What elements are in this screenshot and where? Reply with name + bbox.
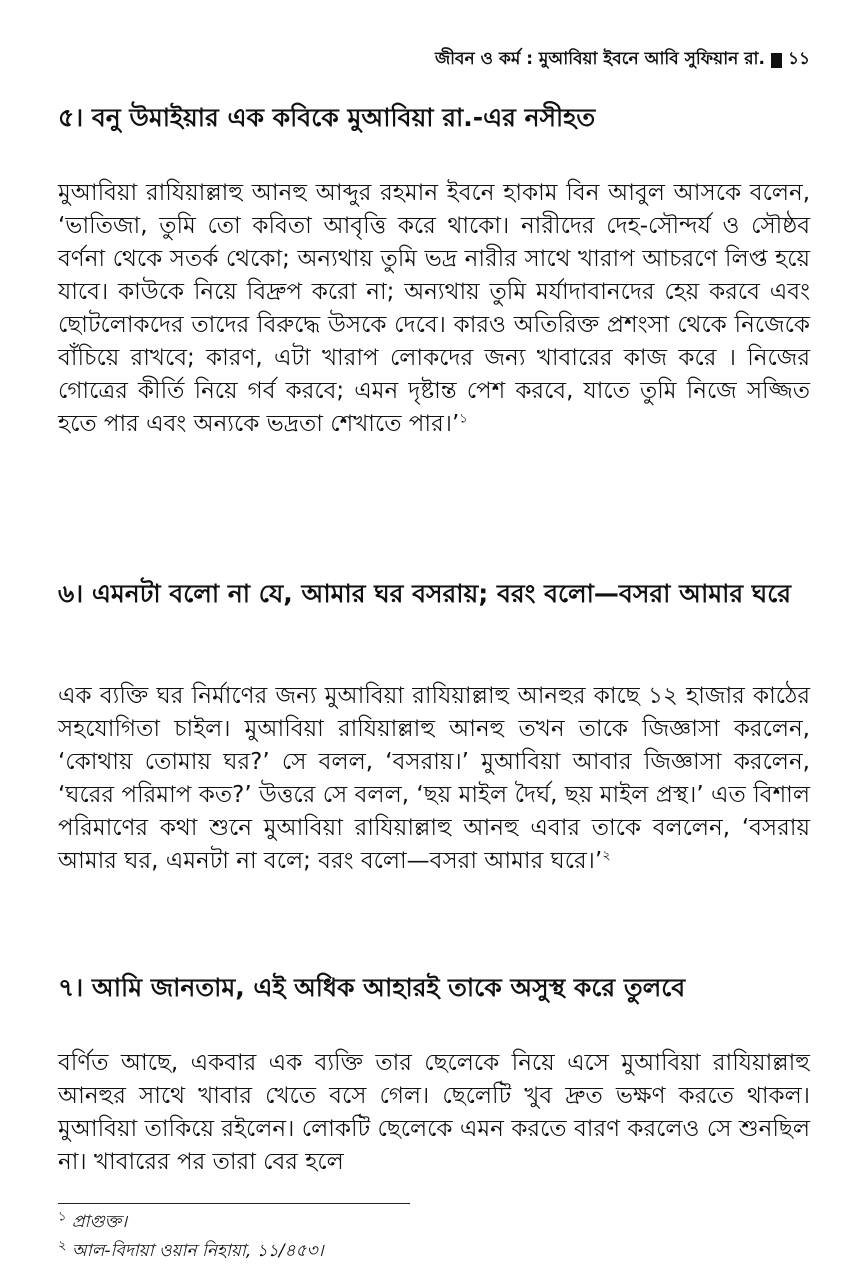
footnote	[58, 1238, 324, 1266]
footnote	[58, 1209, 127, 1237]
body-text: এক ব্যক্তি ঘর নির্মাণের জন্য মুআবিয়া রাযিয়াল্লাহু আনহুর কাছে ১২ হাজার কাঠের সহযোগিতা চাইল। মুআবিয়া রাযিয়াল্লাহু আনহু তখন তাকে জিজ্ঞাসা করলেন, ‘কোথায় তোমায় ঘর?’ সে বলল, ‘বসরায়।’ মুআবিয়া আবার জিজ্ঞাসা করলেন, ‘ঘরের পরিমাপ কত?’ উত্তরে সে বলল, ‘ছয় মাইল দৈর্ঘ, ছয় মাইল প্রস্থ।’ এত বিশাল পরিমাণের কথা শুনে মুআবিয়া রাযিয়াল্লাহু আনহু এবার তাকে বললেন, ‘বসরায় আমার ঘর, এমনটা না বলে; বরং বলো—বসরা আমার ঘরে।’	[58, 683, 810, 874]
section-body	[58, 680, 810, 878]
footnote-mark: ২	[58, 1238, 67, 1254]
section-heading: ৬। এমনটা বলো না যে, আমার ঘর বসরায়; বরং বলো—বসরা আমার ঘরে	[58, 579, 792, 608]
footnote-mark: ১	[58, 1209, 67, 1225]
footnote-text: প্রাগুক্ত।	[71, 1212, 128, 1232]
footnote-ref: ২	[602, 848, 611, 864]
running-header	[435, 46, 810, 74]
page-number: ১১	[787, 49, 810, 69]
book-page	[58, 0, 810, 1275]
section-heading: ৭। আমি জানতাম, এই অধিক আহারই তাকে অসুস্থ করে তুলবে	[58, 973, 686, 1002]
section-heading: ৫। বনু উমাইয়ার এক কবিকে মুআবিয়া রা.-এর নসীহত	[58, 103, 596, 132]
footnote-ref: ১	[459, 411, 468, 427]
footnote-text: আল-বিদায়া ওয়ান নিহায়া, ১১/৪৫৩।	[71, 1241, 324, 1261]
body-text: বর্ণিত আছে, একবার এক ব্যক্তি তার ছেলেকে নিয়ে এসে মুআবিয়া রাযিয়াল্লাহু আনহুর সাথে খাবার খেতে বসে গেল। ছেলেটি খুব দ্রুত ভক্ষণ করতে থাকল। মুআবিয়া তাকিয়ে রইলেন। লোকটি ছেলেকে এমন করতে বারণ করলেও সে শুনছিল না। খাবারের পর তারা বের হলে	[58, 1050, 810, 1175]
body-text: মুআবিয়া রাযিয়াল্লাহু আনহু আব্দুর রহমান ইবনে হাকাম বিন আবুল আসকে বলেন, ‘ভাতিজা, তুমি তো কবিতা আবৃত্তি করে থাকো। নারীদের দেহ-সৌন্দর্য ও সৌষ্ঠব বর্ণনা থেকে সতর্ক থেকো; অন্যথায় তুমি ভদ্র নারীর সাথে খারাপ আচরণে লিপ্ত হয়ে যাবে। কাউকে নিয়ে বিদ্রুপ করো না; অন্যথায় তুমি মর্যাদাবানদের হেয় করবে এবং ছোটলোকদের তাদের বিরুদ্ধে উসকে দেবে। কারও অতিরিক্ত প্রশংসা থেকে নিজেকে বাঁচিয়ে রাখবে; কারণ, এটা খারাপ লোকদের জন্য খাবারের কাজ করে । নিজের গোত্রের কীর্তি নিয়ে গর্ব করবে; এমন দৃষ্টান্ত পেশ করবে, যাতে তুমি নিজে সজ্জিত হতে পার এবং অন্যকে ভদ্রতা শেখাতে পার।’	[58, 180, 810, 437]
section-body	[58, 177, 810, 441]
header-separator	[771, 53, 782, 68]
running-title: জীবন ও কর্ম : মুআবিয়া ইবনে আবি সুফিয়ান রা.	[434, 49, 765, 69]
section-body	[58, 1047, 810, 1179]
footnote-divider	[58, 1203, 410, 1204]
